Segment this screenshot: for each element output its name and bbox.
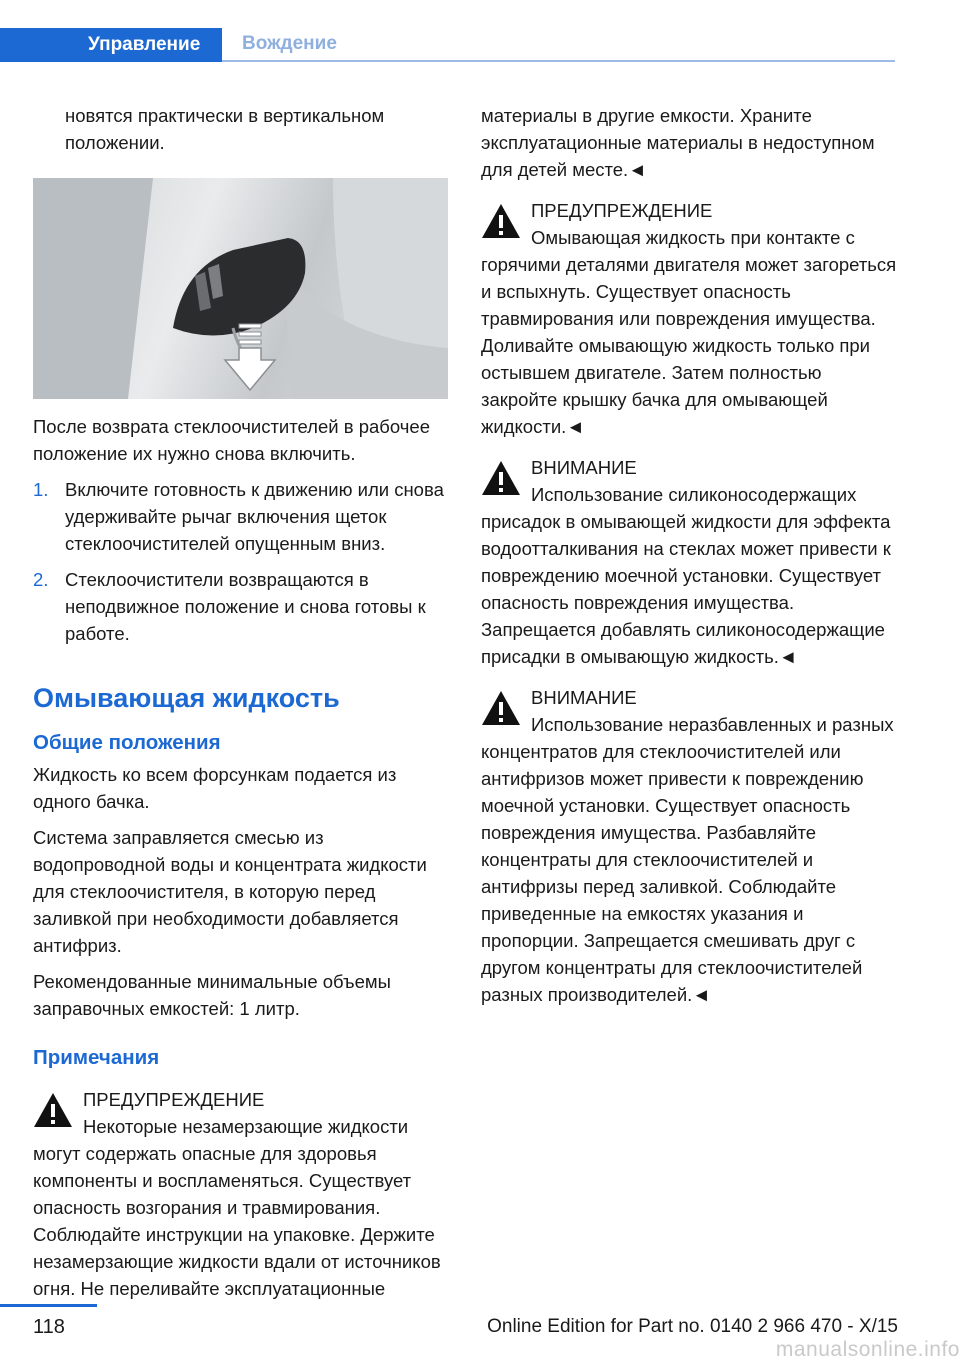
notice-heading: ВНИМАНИЕ bbox=[531, 457, 637, 478]
tab-controls[interactable]: Управление bbox=[0, 28, 222, 62]
warning-heading: ПРЕДУПРЕЖДЕНИЕ bbox=[531, 200, 713, 221]
general-paragraph: Рекомендованные минимальные объемы заправочных емкостей: 1 литр. bbox=[33, 971, 391, 1019]
warning-block bbox=[481, 197, 901, 440]
wiper-lever-figure bbox=[33, 178, 448, 399]
notes-title: Примечания bbox=[33, 1046, 160, 1069]
section-title: Омывающая жидкость bbox=[33, 683, 340, 713]
step-text: Стеклоочистители возвращаются в неподвижное положение и снова готовы к работе. bbox=[65, 569, 426, 644]
step-item bbox=[33, 476, 448, 557]
wiper-lever-illustration bbox=[33, 178, 448, 399]
edition-text: Online Edition for Part no. 0140 2 966 470 - X/15 bbox=[487, 1316, 898, 1337]
warning-triangle-icon bbox=[481, 203, 521, 239]
warning-heading: ПРЕДУПРЕЖДЕНИЕ bbox=[83, 1089, 265, 1110]
watermark: manualsonline.info bbox=[775, 1338, 960, 1361]
warning-triangle-icon bbox=[481, 690, 521, 726]
notice-heading: ВНИМАНИЕ bbox=[531, 687, 637, 708]
tab-driving[interactable]: Вождение bbox=[222, 28, 895, 62]
warning-block bbox=[33, 1086, 448, 1302]
warning-text bbox=[33, 1113, 448, 1302]
general-title: Общие положения bbox=[33, 731, 221, 754]
after-figure-text: После возврата стеклоочистителей в рабочее положение их нужно снова включить. bbox=[33, 416, 430, 464]
warning-body: Некоторые незамерзающие жидкости могут содержать опасные для здоровья компоненты и воспламеняться. Существует опасность возгорания и травмирования. Соблюдайте инструкции на упаковке. Держите незамерзающие жидкости вдали от источников огня. Не переливайте эксплуатационные bbox=[33, 1116, 441, 1299]
warning-triangle-icon bbox=[33, 1092, 73, 1128]
intro-text: новятся практически в вертикальном положении. bbox=[65, 105, 385, 153]
step-number: 1. bbox=[33, 479, 49, 500]
notice-block bbox=[481, 454, 901, 670]
step-number: 2. bbox=[33, 569, 49, 590]
header-tabs bbox=[0, 0, 895, 62]
footer-rule bbox=[0, 1304, 97, 1307]
notice-body: Использование неразбавленных и разных концентратов для стеклоочистителей или антифризов может привести к повреждению моечной установки. Существует опасность повреждения имущества. Разбавляйте концентраты для стеклоочистителей и антифризы перед заливкой. Соблюдайте приведенные на емкостях указания и пропорции. Запрещается смешивать друг с другом концентраты для стеклоочистителей разных производителей.◄ bbox=[481, 714, 894, 1005]
step-text: Включите готовность к движению или снова удерживайте рычаг включения щеток стеклоочистителей опущенным вниз. bbox=[65, 479, 444, 554]
left-column bbox=[33, 102, 448, 1302]
general-paragraph: Жидкость ко всем форсункам подается из одного бачка. bbox=[33, 764, 397, 812]
right-column bbox=[481, 102, 901, 1008]
warning-triangle-icon bbox=[481, 460, 521, 496]
notice-block bbox=[481, 684, 901, 1008]
notice-body: Использование силиконосодержащих присадок в омывающей жидкости для эффекта водоотталкивания на стеклах может привести к повреждению моечной установки. Существует опасность повреждения имущества. Запрещается добавлять силиконосодержащие присадки в омывающую жидкость.◄ bbox=[481, 484, 891, 667]
continued-text: материалы в другие емкости. Храните эксплуатационные материалы в недоступном для детей месте.◄ bbox=[481, 105, 875, 180]
step-item bbox=[33, 566, 448, 647]
page-number: 118 bbox=[33, 1316, 65, 1338]
warning-body: Омывающая жидкость при контакте с горячими деталями двигателя может загореться и вспыхнуть. Существует опасность травмирования или повреждения имущества. Доливайте омывающую жидкость только при остывшем двигателе. Затем полностью закройте крышку бачка для омывающей жидкости.◄ bbox=[481, 227, 897, 437]
general-paragraph: Система заправляется смесью из водопроводной воды и концентрата жидкости для стеклоочистителя, в которую перед заливкой при необходимости добавляется антифриз. bbox=[33, 827, 427, 956]
